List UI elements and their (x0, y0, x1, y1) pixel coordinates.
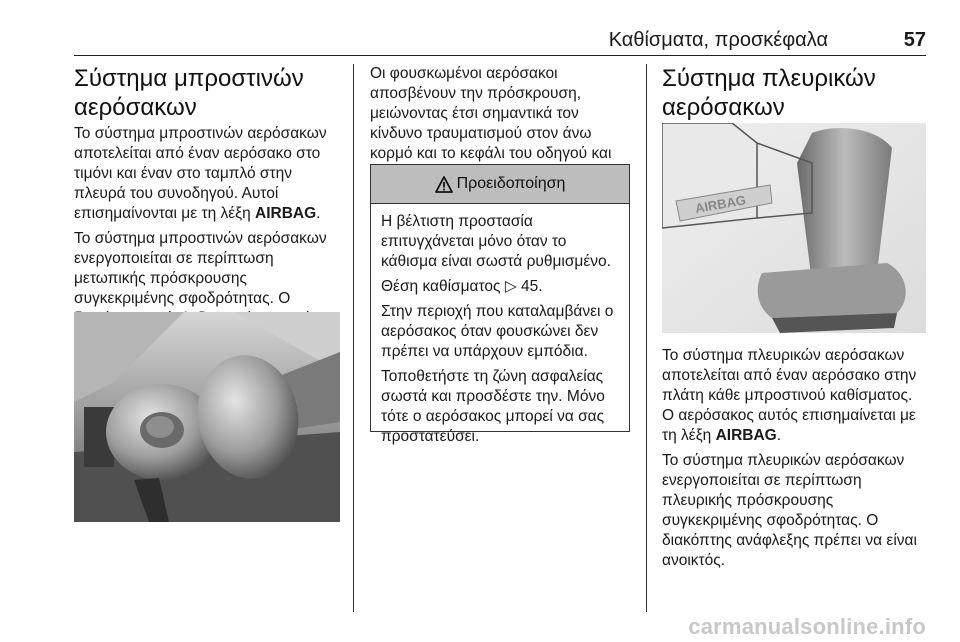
side-airbag-heading: Σύστημα πλευρικών αερόσακων (662, 65, 876, 121)
seat-airbag-photo (662, 123, 926, 333)
side-p1-text: Το σύστημα πλευρικών αερόσακων αποτελείται από έναν αερόσακο στην πλάτη κάθε μπροστινού καθίσματος. Ο αερόσακος αυτός επισημαίνεται με τη λέξη (662, 347, 917, 444)
warning-title: Προειδοποίηση (456, 175, 566, 192)
section-title: Καθίσματα, προσκέφαλα (608, 29, 828, 51)
seat-position-text: Θέση καθίσματος (381, 278, 505, 295)
front-airbag-paragraph-2: Το σύστημα μπροστινών αερόσακων ενεργοποιείται σε περίπτωση μετωπικής πρόσκρουσης συγκεκριμένης σφοδρότητας. Ο (74, 230, 327, 307)
warning-paragraph-2 (381, 277, 621, 297)
column-front-airbags (74, 64, 344, 354)
seat-position-page-link[interactable]: 45 (521, 278, 539, 295)
column-divider-right (646, 64, 647, 612)
front-airbag-paragraph-1 (74, 124, 344, 224)
airbag-label-on-seat: AIRBAG (693, 192, 748, 216)
airbag-keyword: AIRBAG (255, 205, 317, 222)
page-header (74, 28, 926, 52)
airbag-keyword-side: AIRBAG (715, 427, 777, 444)
p1-text: Το σύστημα μπροστινών αερόσακων αποτελείται από έναν αερόσακο στο τιμόνι και έναν στο ταμπλό στην πλευρά του συνοδηγού. Αυτοί επισημαίνονται με τη λέξη (74, 125, 327, 222)
column-side-airbags (662, 64, 927, 122)
side-airbag-text (662, 346, 927, 576)
front-airbags-photo (74, 312, 340, 522)
side-p1-end: . (776, 427, 782, 444)
front-airbag-heading: Σύστημα μπροστινών αερόσακων (74, 65, 304, 121)
side-airbag-paragraph-2: Το σύστημα πλευρικών αερόσακων ενεργοποιείται σε περίπτωση πλευρικής πρόσκρουσης συγκεκριμένης σφοδρότητας. Ο διακόπτης ανάφλεξης πρέπει να είναι ανοικτός. (662, 452, 917, 569)
side-airbag-paragraph-1 (662, 346, 927, 446)
warning-triangle-icon (435, 176, 453, 193)
warning-paragraph-3: Στην περιοχή που καταλαμβάνει ο αερόσακος όταν φουσκώνει δεν πρέπει να υπάρχουν εμπόδια. (381, 303, 614, 360)
page-number: 57 (903, 29, 926, 51)
p1-end: . (316, 205, 321, 222)
warning-paragraph-1: Η βέλτιστη προστασία επιτυγχάνεται μόνο όταν το κάθισμα είναι σωστά ρυθμισμένο. (381, 213, 611, 270)
warning-header (371, 165, 629, 204)
column-divider-left (353, 64, 354, 612)
warning-box (370, 164, 630, 445)
watermark: carmanualsonline.info (688, 614, 926, 639)
page-reference-arrow-icon: ▷ (504, 278, 517, 295)
p2-end: . (538, 278, 543, 295)
warning-body (371, 204, 629, 447)
warning-paragraph-4: Τοποθετήστε τη ζώνη ασφαλείας σωστά και προσδέστε την. Μόνο τότε ο αερόσακος μπορεί να σας προστατεύσει. (381, 368, 605, 445)
header-divider (74, 55, 926, 56)
inflation-paragraph: Οι φουσκωμένοι αερόσακοι αποσβένουν την πρόσκρουση, μειώνοντας έτσι σημαντικά τον κίνδυνο τραυματισμού στον άνω κορμό και το κεφάλι του οδηγού και (370, 65, 612, 162)
